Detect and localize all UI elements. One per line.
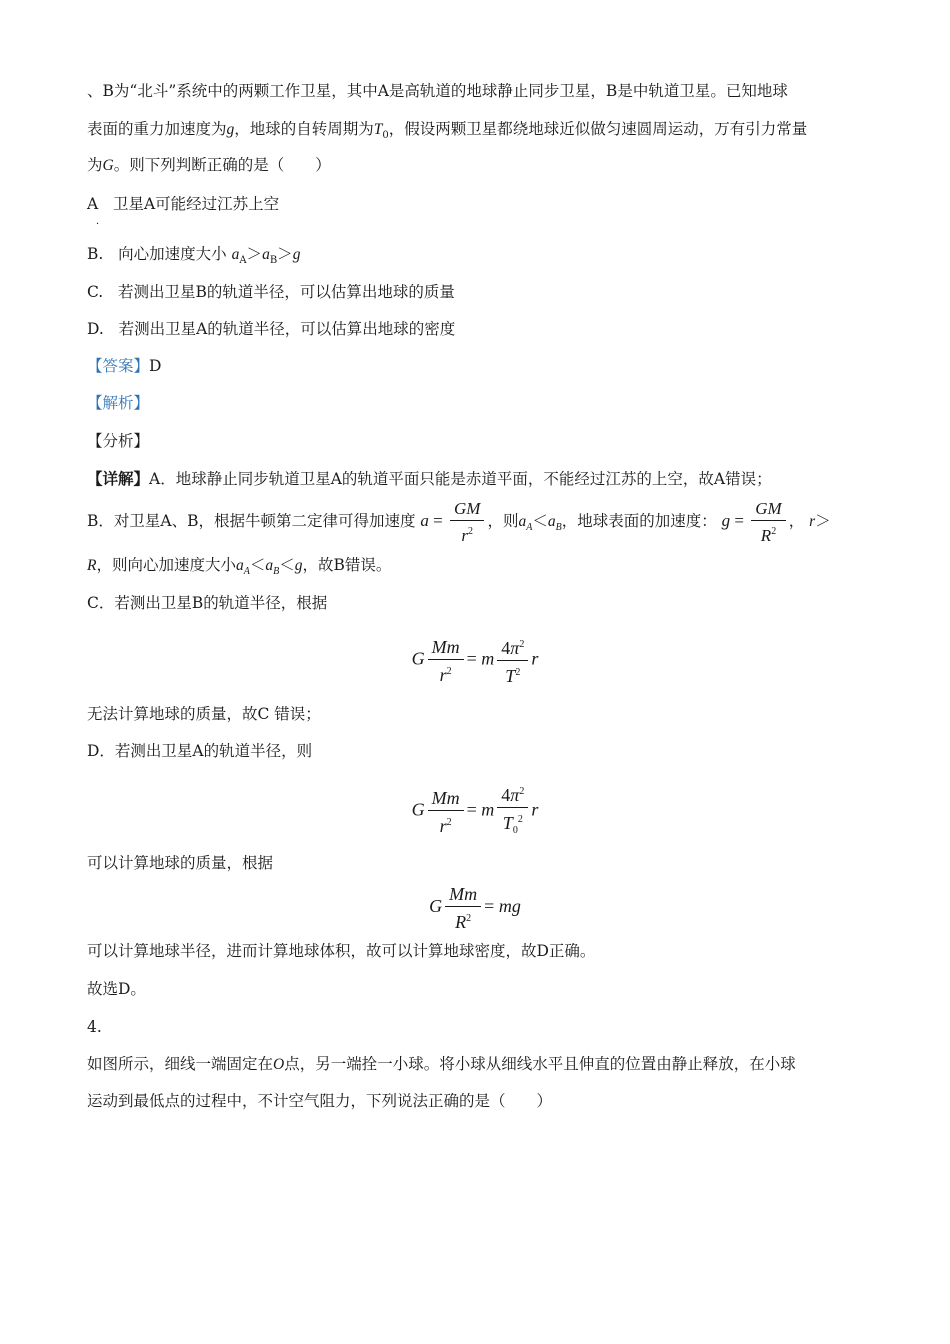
option-b: B. 向心加速度大小 $a_A>a_B>g$ xyxy=(87,245,301,266)
intro-text-2b: ，地球的自转周期为 xyxy=(234,120,374,138)
equation-surface: G $\frac{Mm}{R^2}$ = mg xyxy=(429,884,521,932)
conclusion-text: 故选D。 xyxy=(87,980,146,998)
detail-b-line-1: B．对卫星A、B，根据牛顿第二定律可得加速度 a = $\frac{GM}{r^2}$ ，则$a_A<a_B$，地球表面的加速度： g = $\frac{GM}{R^2}$ ， r＞ xyxy=(87,498,831,545)
q4-text-2: 运动到最低点的过程中，不计空气阻力，下列说法正确的是（ ） xyxy=(87,1092,553,1110)
detail-c-text: C．若测出卫星B的轨道半径，根据 xyxy=(87,594,328,612)
option-b-label: B. xyxy=(87,245,104,263)
equation-c: G $\frac{Mm}{r^2}$ = m $\frac{4\pi^2}{T^2}$ r xyxy=(0,633,950,688)
q4-line-1 xyxy=(87,1053,796,1076)
analysis-line xyxy=(87,392,149,414)
q4-text-1a: 如图所示，细线一端固定在 xyxy=(87,1055,274,1073)
detail-b-text-d: ， xyxy=(788,512,805,530)
fenxi-line xyxy=(87,430,149,452)
surface-g-formula: g = $\frac{GM}{R^2}$ xyxy=(722,511,789,530)
accel-formula: a = $\frac{GM}{r^2}$ xyxy=(420,511,487,530)
intro-text-1: 、B为“北斗”系统中的两颗工作卫星，其中A是高轨道的地球静止同步卫星，B是中轨道卫星。已知地球 xyxy=(87,82,788,100)
option-a xyxy=(87,193,279,215)
option-d-text: 若测出卫星A的轨道半径，可以估算出地球的密度 xyxy=(118,320,456,338)
intro-line-1 xyxy=(87,80,788,102)
answer-value: D xyxy=(149,357,162,375)
detail-c-line xyxy=(87,592,327,614)
detail-d-line xyxy=(87,740,312,762)
q4-text-1b: 点，另一端拴一小球。将小球从细线水平且伸直的位置由静止释放，在小球 xyxy=(284,1055,796,1073)
option-b-text: 向心加速度大小 xyxy=(118,245,227,263)
detail-d-after1-text: 可以计算地球的质量，根据 xyxy=(87,854,274,872)
option-c-label: C. xyxy=(87,283,104,301)
intro-text-2c: ，假设两颗卫星都绕地球近似做匀速圆周运动，万有引力常量 xyxy=(388,120,808,138)
analysis-label: 【解析】 xyxy=(87,394,150,412)
answer-line xyxy=(87,355,161,377)
symbol-G: G xyxy=(102,157,114,174)
q4-number-line xyxy=(87,1016,102,1038)
intro-line-2 xyxy=(87,118,807,147)
option-d-label: D. xyxy=(87,320,104,338)
detail-a-line xyxy=(87,468,772,490)
detail-b-text-a: B．对卫星A、B，根据牛顿第二定律可得加速度 xyxy=(87,512,416,530)
intro-text-2a: 表面的重力加速度为 xyxy=(87,120,227,138)
option-c-text: 若测出卫星B的轨道半径，可以估算出地球的质量 xyxy=(118,283,455,301)
equation-d: G $\frac{Mm}{r^2}$ = m $\frac{4\pi^2}{T_0^2}$ r xyxy=(0,780,950,843)
intro-text-3a: 为 xyxy=(87,156,103,174)
detail-d-after-2 xyxy=(87,940,595,962)
answer-label: 【答案】 xyxy=(87,357,150,375)
option-d xyxy=(87,318,455,340)
detail-c-after-text: 无法计算地球的质量，故C 错误； xyxy=(87,705,321,723)
detail-b2-text-b: ，故B错误。 xyxy=(302,556,392,574)
detail-a-text: A．地球静止同步轨道卫星A的轨道平面只能是赤道平面，不能经过江苏的上空，故A错误； xyxy=(149,470,772,488)
symbol-g: g xyxy=(226,121,235,138)
detail-b-line-2: R，则向心加速度大小$a_A<a_B<g$，故B错误。 xyxy=(87,556,392,577)
detail-c-after xyxy=(87,703,321,725)
symbol-T-sub: 0 xyxy=(382,130,389,141)
option-a-label: A xyxy=(87,195,99,213)
symbol-T: T xyxy=(373,121,383,138)
detail-b2-text-a: ，则向心加速度大小 xyxy=(96,556,236,574)
detail-b-text-c: ，地球表面的加速度： xyxy=(561,512,717,530)
detail-label: 【详解】 xyxy=(87,469,150,488)
option-c xyxy=(87,281,455,303)
q4-number: 4. xyxy=(87,1018,102,1036)
intro-text-3b: 。则下列判断正确的是（ ） xyxy=(113,156,331,174)
option-a-dot: ． xyxy=(96,216,106,227)
detail-d-after-1 xyxy=(87,852,273,874)
detail-b-text-b: ，则 xyxy=(487,512,519,530)
symbol-O: O xyxy=(273,1056,285,1073)
intro-line-3 xyxy=(87,154,331,177)
conclusion-line xyxy=(87,978,146,1000)
fenxi-label: 【分析】 xyxy=(87,432,150,450)
detail-d-text: D．若测出卫星A的轨道半径，则 xyxy=(87,742,313,760)
q4-line-2 xyxy=(87,1090,552,1112)
option-a-text: 卫星A可能经过江苏上空 xyxy=(112,195,280,213)
detail-d-after2-text: 可以计算地球半径，进而计算地球体积，故可以计算地球密度，故D正确。 xyxy=(87,942,596,960)
